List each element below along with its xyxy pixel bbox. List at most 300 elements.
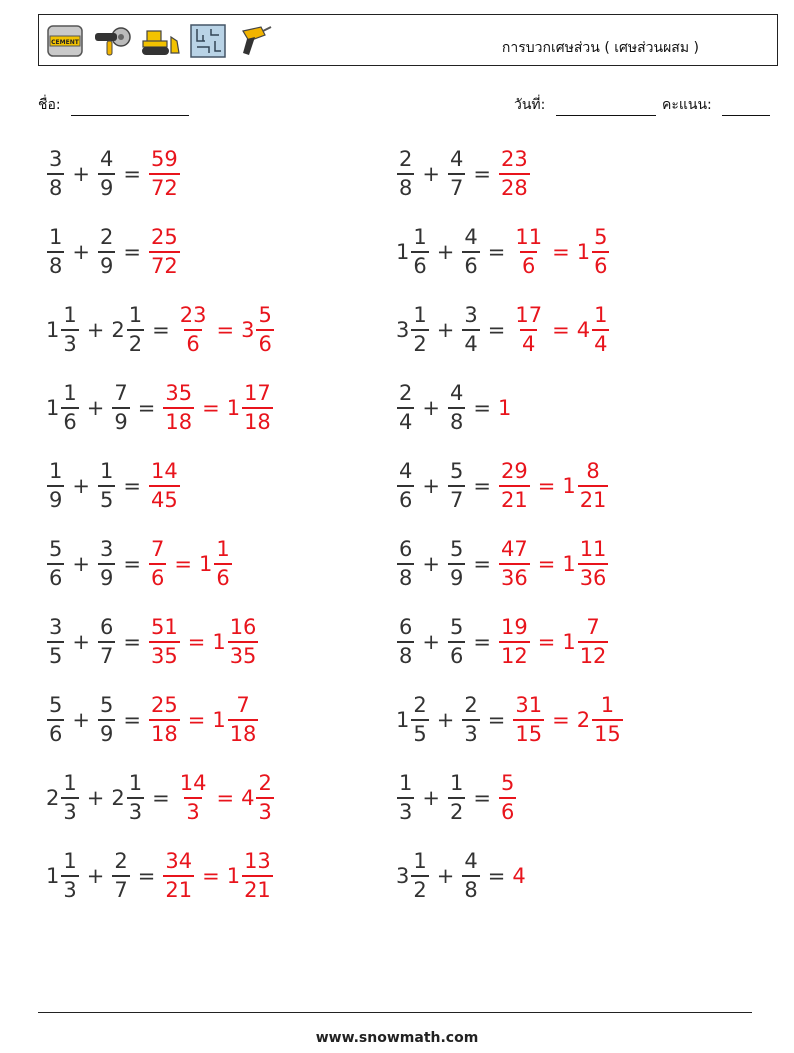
plus-sign: + — [422, 162, 440, 186]
addend-a-numerator: 3 — [49, 147, 63, 171]
addend-b-number — [447, 461, 466, 511]
answer-denominator: 35 — [149, 641, 180, 667]
answer-denominator: 6 — [214, 563, 231, 589]
plus-sign: + — [422, 474, 440, 498]
answer-denominator: 12 — [578, 641, 609, 667]
answer-denominator: 3 — [256, 797, 273, 823]
problem-item — [46, 691, 259, 749]
answer-numerator: 11 — [515, 225, 543, 249]
answer-numerator: 19 — [500, 615, 528, 639]
plus-sign: + — [422, 552, 440, 576]
addend-a-number — [46, 149, 65, 199]
equals-sign: = — [123, 708, 141, 732]
equals-sign: = — [473, 396, 491, 420]
problem-item — [46, 613, 259, 671]
angle-grinder-icon — [91, 23, 133, 59]
addend-b-numerator: 4 — [449, 147, 464, 171]
answer-denominator: 28 — [499, 173, 530, 199]
answer-number — [512, 305, 545, 355]
addend-a-number — [46, 539, 65, 589]
equals-sign: = — [123, 162, 141, 186]
addend-a-numerator: 5 — [49, 693, 63, 717]
addend-b-fraction — [448, 773, 465, 823]
addend-b-denominator: 7 — [448, 485, 465, 511]
addend-b-number — [111, 773, 145, 823]
addend-a-denominator: 8 — [397, 563, 414, 589]
answer-denominator: 18 — [149, 719, 180, 745]
addend-a-number — [46, 383, 80, 433]
answer-denominator: 4 — [520, 329, 537, 355]
addend-b-numerator: 5 — [449, 615, 464, 639]
addend-b-fraction — [448, 539, 465, 589]
addend-b-whole: 2 — [111, 786, 125, 810]
answer — [177, 773, 275, 823]
addend-a-fraction — [411, 695, 428, 745]
addend-b-number — [97, 617, 116, 667]
answer-numerator: 7 — [150, 537, 165, 561]
name-field — [38, 94, 189, 116]
answer-whole: 1 — [562, 630, 576, 654]
plus-sign: + — [72, 240, 90, 264]
answer-denominator: 21 — [578, 485, 609, 511]
addend-a-fraction — [47, 539, 64, 589]
plus-sign: + — [72, 708, 90, 732]
addend-a-fraction — [61, 383, 78, 433]
addend-a-denominator: 2 — [411, 329, 428, 355]
addend-b-numerator: 4 — [464, 225, 478, 249]
addend-a-fraction — [397, 773, 414, 823]
addend-b-denominator: 6 — [462, 251, 479, 277]
answer-number — [227, 851, 274, 901]
addend-b-denominator: 9 — [448, 563, 465, 589]
addend-a-numerator: 5 — [49, 537, 63, 561]
answer-fraction — [163, 851, 194, 901]
addend-a-number — [396, 539, 415, 589]
answer-equals-sign: = — [537, 630, 556, 654]
answer-fraction — [178, 305, 209, 355]
answer-numerator: 14 — [179, 771, 207, 795]
addend-a-denominator: 2 — [411, 875, 428, 901]
answer-denominator: 6 — [184, 329, 201, 355]
answer — [498, 617, 609, 667]
addend-b-denominator: 9 — [98, 719, 115, 745]
answer-denominator: 35 — [228, 641, 259, 667]
addend-a-denominator: 3 — [61, 875, 78, 901]
answer-denominator: 15 — [592, 719, 623, 745]
answer-numerator: 59 — [150, 147, 178, 171]
problem-item — [46, 301, 275, 359]
answer-number — [177, 305, 210, 355]
addend-b-number — [447, 617, 466, 667]
answer-number — [241, 305, 275, 355]
answer-numerator: 29 — [500, 459, 528, 483]
bulldozer-icon — [139, 23, 183, 59]
addend-b-fraction — [462, 305, 479, 355]
problem-item — [396, 535, 609, 593]
addend-a-denominator: 5 — [411, 719, 428, 745]
addend-b-number — [447, 773, 466, 823]
addend-a-fraction — [397, 617, 414, 667]
score-field — [662, 94, 770, 116]
answer — [177, 305, 275, 355]
answer-denominator: 18 — [163, 407, 194, 433]
addend-b-number — [97, 227, 116, 277]
answer-numerator: 7 — [586, 615, 600, 639]
equals-sign: = — [473, 162, 491, 186]
plus-sign: + — [436, 864, 455, 888]
answer-fraction — [578, 461, 609, 511]
answer-number — [241, 773, 275, 823]
addend-b-denominator: 7 — [98, 641, 115, 667]
answer-fraction — [242, 383, 273, 433]
answer-equals-sign: = — [537, 474, 556, 498]
addend-b-numerator: 4 — [449, 381, 464, 405]
addend-b-fraction — [448, 149, 465, 199]
addend-b-denominator: 6 — [448, 641, 465, 667]
answer-denominator: 4 — [592, 329, 609, 355]
addend-b-fraction — [98, 461, 115, 511]
addend-a-whole: 3 — [396, 864, 410, 888]
answer-number — [498, 149, 531, 199]
addend-b-numerator: 2 — [464, 693, 478, 717]
addend-a-fraction — [47, 149, 64, 199]
answer-number — [498, 617, 531, 667]
answer-numerator: 51 — [150, 615, 178, 639]
answer-numerator: 34 — [165, 849, 193, 873]
answer — [512, 695, 623, 745]
problem-item — [46, 769, 275, 827]
addend-a-numerator: 2 — [399, 147, 413, 171]
addend-b-number — [447, 383, 466, 433]
equals-sign: = — [123, 630, 141, 654]
addend-a-numerator: 1 — [49, 225, 63, 249]
equals-sign: = — [473, 630, 491, 654]
answer — [148, 617, 259, 667]
date-label: วันที่: — [514, 97, 546, 113]
answer-equals-sign: = — [216, 786, 235, 810]
equals-sign: = — [487, 318, 506, 342]
addend-a-numerator: 1 — [63, 849, 77, 873]
answer — [498, 773, 517, 823]
answer-whole: 1 — [562, 552, 576, 576]
equals-sign: = — [152, 786, 170, 810]
answer-whole: 4 — [512, 864, 526, 888]
addend-a-denominator: 9 — [47, 485, 64, 511]
addend-b-fraction — [98, 539, 115, 589]
answer-fraction — [592, 695, 623, 745]
addend-b-fraction — [462, 227, 479, 277]
answer-fraction — [592, 305, 609, 355]
plus-sign: + — [72, 474, 90, 498]
addend-b-fraction — [127, 773, 144, 823]
problem-item — [46, 379, 274, 437]
problem-item — [46, 847, 274, 905]
answer-equals-sign: = — [187, 708, 206, 732]
problem-item — [46, 145, 181, 203]
problem-item — [396, 613, 609, 671]
answer-number — [148, 227, 181, 277]
addend-b-numerator: 5 — [449, 459, 464, 483]
answer-numerator: 1 — [216, 537, 230, 561]
equals-sign: = — [487, 864, 506, 888]
problem-item — [46, 457, 181, 515]
answer — [162, 383, 273, 433]
plus-sign: + — [422, 630, 440, 654]
answer-fraction — [149, 695, 180, 745]
addend-b-denominator: 9 — [98, 563, 115, 589]
answer-fraction — [228, 617, 259, 667]
answer-whole: 4 — [576, 318, 591, 342]
answer-numerator: 17 — [515, 303, 543, 327]
worksheet-title: การบวกเศษส่วน ( เศษส่วนผสม ) — [501, 40, 699, 56]
answer-number — [498, 539, 531, 589]
answer-number — [148, 461, 181, 511]
addend-a-number — [46, 773, 80, 823]
addend-b-number — [97, 695, 116, 745]
answer-denominator: 72 — [149, 251, 180, 277]
addend-b-number — [111, 851, 130, 901]
addend-b-number — [447, 149, 466, 199]
cement-label: CEMENT — [51, 39, 79, 46]
plus-sign: + — [86, 786, 105, 810]
addend-a-whole: 1 — [46, 318, 60, 342]
worksheet-header — [38, 14, 778, 66]
addend-b-number — [461, 227, 480, 277]
problem-item — [46, 223, 181, 281]
answer-numerator: 5 — [258, 303, 272, 327]
answer-numerator: 7 — [236, 693, 250, 717]
addend-a-denominator: 6 — [61, 407, 78, 433]
addend-a-numerator: 1 — [413, 303, 427, 327]
addend-a-whole: 1 — [396, 240, 410, 264]
answer-number — [577, 227, 611, 277]
addend-a-denominator: 8 — [47, 173, 64, 199]
answer-fraction — [499, 773, 516, 823]
addend-b-denominator: 9 — [98, 173, 115, 199]
addend-b-numerator: 4 — [99, 147, 114, 171]
addend-a-fraction — [61, 773, 78, 823]
answer-numerator: 13 — [244, 849, 271, 873]
answer-equals-sign: = — [202, 864, 220, 888]
answer-fraction — [256, 773, 273, 823]
addend-a-denominator: 6 — [397, 485, 414, 511]
addend-b-fraction — [127, 305, 144, 355]
addend-a-numerator: 1 — [413, 225, 427, 249]
problem-item — [396, 145, 531, 203]
answer-fraction — [149, 149, 180, 199]
addend-b-fraction — [98, 695, 115, 745]
addend-a-whole: 2 — [46, 786, 60, 810]
answer-fraction — [592, 227, 609, 277]
problem-item — [396, 301, 610, 359]
answer-number — [512, 695, 545, 745]
addend-b-numerator: 1 — [449, 771, 464, 795]
answer-fraction — [499, 461, 530, 511]
addend-a-fraction — [397, 461, 414, 511]
plus-sign: + — [436, 318, 455, 342]
answer-fraction — [242, 851, 273, 901]
answer-numerator: 14 — [150, 459, 178, 483]
addend-a-whole: 3 — [396, 318, 410, 342]
answer-fraction — [178, 773, 209, 823]
answer-numerator: 17 — [244, 381, 271, 405]
answer-fraction — [499, 539, 530, 589]
plus-sign: + — [72, 630, 90, 654]
answer-number — [562, 617, 609, 667]
answer-equals-sign: = — [537, 552, 556, 576]
addend-a-fraction — [411, 851, 428, 901]
equals-sign: = — [473, 552, 491, 576]
addend-b-number — [97, 461, 116, 511]
answer — [148, 539, 233, 589]
answer-denominator: 18 — [242, 407, 273, 433]
answer — [162, 851, 273, 901]
addend-b-fraction — [462, 695, 479, 745]
addend-a-denominator: 6 — [47, 563, 64, 589]
answer-numerator: 23 — [500, 147, 528, 171]
equals-sign: = — [137, 864, 156, 888]
maze-icon — [189, 23, 227, 59]
plus-sign: + — [422, 396, 440, 420]
addend-a-number — [46, 227, 65, 277]
name-blank[interactable] — [71, 101, 189, 116]
addend-a-numerator: 1 — [63, 771, 77, 795]
answer-denominator: 36 — [499, 563, 530, 589]
answer-equals-sign: = — [552, 318, 570, 342]
addend-b-numerator: 3 — [99, 537, 114, 561]
answer-numerator: 47 — [500, 537, 528, 561]
equals-sign: = — [487, 240, 506, 264]
answer-whole: 3 — [241, 318, 255, 342]
answer-number — [562, 539, 609, 589]
answer-denominator: 45 — [149, 485, 180, 511]
answer-number — [512, 864, 526, 888]
addend-a-fraction — [47, 227, 64, 277]
addend-a-numerator: 1 — [49, 459, 63, 483]
answer-number — [227, 383, 274, 433]
addend-b-denominator: 7 — [448, 173, 465, 199]
addend-b-numerator: 5 — [449, 537, 464, 561]
addend-b-fraction — [98, 227, 115, 277]
addend-b-fraction — [98, 149, 115, 199]
addend-a-number — [396, 695, 430, 745]
addend-a-fraction — [397, 149, 414, 199]
answer-fraction — [578, 539, 609, 589]
addend-a-fraction — [411, 305, 428, 355]
addend-b-number — [97, 149, 116, 199]
addend-b-denominator: 8 — [462, 875, 479, 901]
answer-denominator: 72 — [149, 173, 180, 199]
addend-a-fraction — [411, 227, 428, 277]
answer-denominator: 6 — [256, 329, 273, 355]
addend-a-number — [46, 695, 65, 745]
date-blank[interactable] — [556, 101, 656, 116]
answer — [498, 149, 531, 199]
answer-whole: 1 — [212, 630, 226, 654]
addend-a-numerator: 1 — [413, 849, 427, 873]
answer-equals-sign: = — [202, 396, 220, 420]
addend-b-denominator: 9 — [112, 407, 129, 433]
answer-number — [498, 396, 512, 420]
addend-a-numerator: 4 — [399, 459, 413, 483]
answer-number — [199, 539, 233, 589]
answer-numerator: 5 — [500, 771, 515, 795]
problem-item — [396, 691, 624, 749]
addend-b-fraction — [448, 461, 465, 511]
addend-a-denominator: 3 — [61, 329, 78, 355]
answer-equals-sign: = — [174, 552, 192, 576]
addend-b-denominator: 2 — [448, 797, 465, 823]
cement-bag-icon — [45, 23, 85, 59]
addend-b-number — [461, 851, 480, 901]
answer-fraction — [513, 695, 544, 745]
answer-number — [498, 461, 531, 511]
addend-a-fraction — [47, 461, 64, 511]
answer-fraction — [256, 305, 273, 355]
answer-number — [212, 695, 259, 745]
addend-b-fraction — [448, 383, 465, 433]
plus-sign: + — [86, 864, 105, 888]
plus-sign: + — [86, 396, 105, 420]
plus-sign: + — [436, 708, 455, 732]
addend-a-number — [396, 617, 415, 667]
addend-a-number — [46, 461, 65, 511]
addend-a-denominator: 5 — [47, 641, 64, 667]
addend-b-denominator: 7 — [112, 875, 129, 901]
addend-a-number — [396, 383, 415, 433]
addend-b-number — [461, 695, 480, 745]
addend-b-fraction — [98, 617, 115, 667]
answer-denominator: 18 — [228, 719, 259, 745]
problem-item — [396, 847, 527, 905]
answer-number — [148, 617, 181, 667]
addend-a-whole: 1 — [46, 864, 60, 888]
addend-b-numerator: 1 — [128, 771, 143, 795]
addend-a-whole: 1 — [46, 396, 60, 420]
answer — [148, 461, 181, 511]
answer-fraction — [214, 539, 231, 589]
answer-number — [577, 305, 611, 355]
answer-numerator: 31 — [515, 693, 543, 717]
answer-number — [148, 695, 181, 745]
addend-a-number — [396, 149, 415, 199]
footer-divider — [38, 1012, 752, 1013]
answer-whole: 1 — [562, 474, 576, 498]
answer-fraction — [578, 617, 609, 667]
answer-whole: 1 — [226, 396, 241, 420]
equals-sign: = — [473, 786, 491, 810]
answer — [512, 864, 526, 888]
addend-a-denominator: 8 — [397, 173, 414, 199]
addend-a-denominator: 8 — [47, 251, 64, 277]
addend-b-numerator: 1 — [128, 303, 143, 327]
answer-numerator: 5 — [594, 225, 608, 249]
addend-a-denominator: 3 — [61, 797, 78, 823]
addend-b-whole: 2 — [111, 318, 125, 342]
answer-whole: 1 — [226, 864, 241, 888]
score-blank[interactable] — [722, 101, 770, 116]
addend-a-number — [46, 305, 80, 355]
answer-whole: 1 — [576, 240, 591, 264]
answer-fraction — [513, 227, 544, 277]
answer-denominator: 21 — [163, 875, 194, 901]
answer — [148, 227, 181, 277]
addend-b-denominator: 5 — [98, 485, 115, 511]
addend-b-numerator: 4 — [464, 849, 478, 873]
addend-a-denominator: 3 — [397, 797, 414, 823]
answer-numerator: 1 — [600, 693, 615, 717]
answer-equals-sign: = — [187, 630, 206, 654]
